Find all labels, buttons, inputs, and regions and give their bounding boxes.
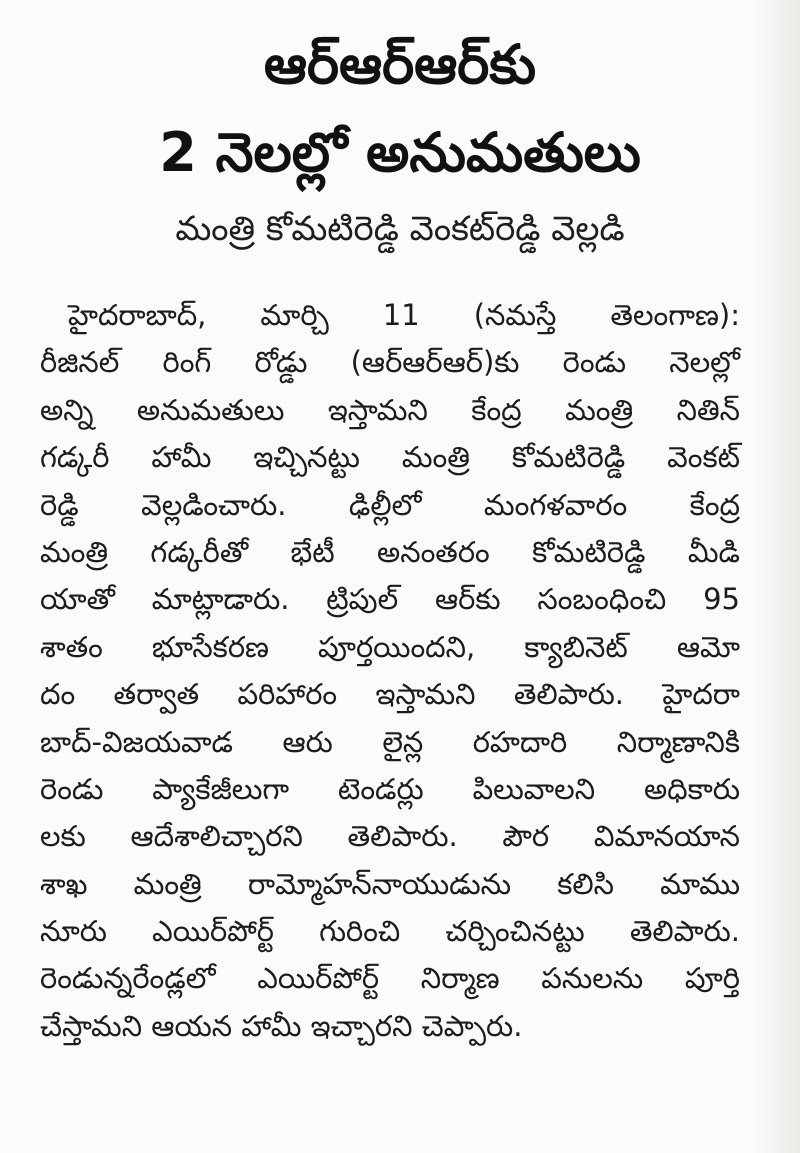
headline-line-2: 2 నెలల్లో అనుమతులు — [159, 121, 641, 184]
body-line: రెడ్డి వెల్లడించారు. ఢిల్లీలో మంగళవారం కేంద్ర — [40, 487, 740, 522]
body-line: దం తర్వాత పరిహారం ఇస్తామని తెలిపారు. హైదరా — [40, 677, 740, 712]
body-line: శాతం భూసేకరణ పూర్తయిందని, క్యాబినెట్‌ ఆమో — [40, 629, 740, 664]
subheadline: మంత్రి కోమటిరెడ్డి వెంకట్‌రెడ్డి వెల్లడి — [175, 209, 625, 249]
body-line: శాఖ మంత్రి రామ్మోహన్‌నాయుడును కలిసి మాము — [40, 866, 740, 901]
body-line: మంత్రి గడ్కరీతో భేటీ అనంతరం కోమటిరెడ్డి మీడి — [40, 534, 740, 569]
body-line: అన్ని అనుమతులు ఇస్తామని కేంద్ర మంత్రి నితిన్‌ — [40, 392, 740, 427]
body-line: గడ్కరీ హామీ ఇచ్చినట్టు మంత్రి కోమటిరెడ్డి వెంకట్‌ — [40, 440, 740, 475]
body-line: రీజినల్‌ రింగ్‌ రోడ్డు (ఆర్‌ఆర్‌ఆర్‌)కు రెండు నెలల్లో — [40, 345, 740, 380]
body-line: నూరు ఎయిర్‌పోర్ట్‌ గురించి చర్చించినట్టు తెలిపారు. — [40, 914, 740, 949]
body-line: హైదరాబాద్‌, మార్చి 11 (నమస్తే తెలంగాణ): — [68, 298, 740, 332]
body-line: చేస్తామని ఆయన హామీ ఇచ్చారని చెప్పారు. — [40, 1008, 523, 1043]
body-line: బాద్‌-విజయవాడ ఆరు లైన్ల రహదారి నిర్మాణానికి — [40, 724, 740, 759]
body-line: యాతో మాట్లాడారు. ట్రిపుల్‌ ఆర్‌కు సంబంధించి 95 — [40, 582, 740, 617]
body-line: రెండు ప్యాకేజీలుగా టెండర్లు పిలువాలని అధికారు — [40, 771, 740, 806]
article-body — [40, 292, 740, 1050]
body-line: రెండున్నరేండ్లలో ఎయిర్‌పోర్ట్‌ నిర్మాణ పనులను పూర్తి — [40, 961, 740, 996]
headline-line-1: ఆర్‌ఆర్‌ఆర్‌కు — [263, 33, 537, 96]
body-line: లకు ఆదేశాలిచ్చారని తెలిపారు. పౌర విమానయాన — [40, 819, 740, 854]
